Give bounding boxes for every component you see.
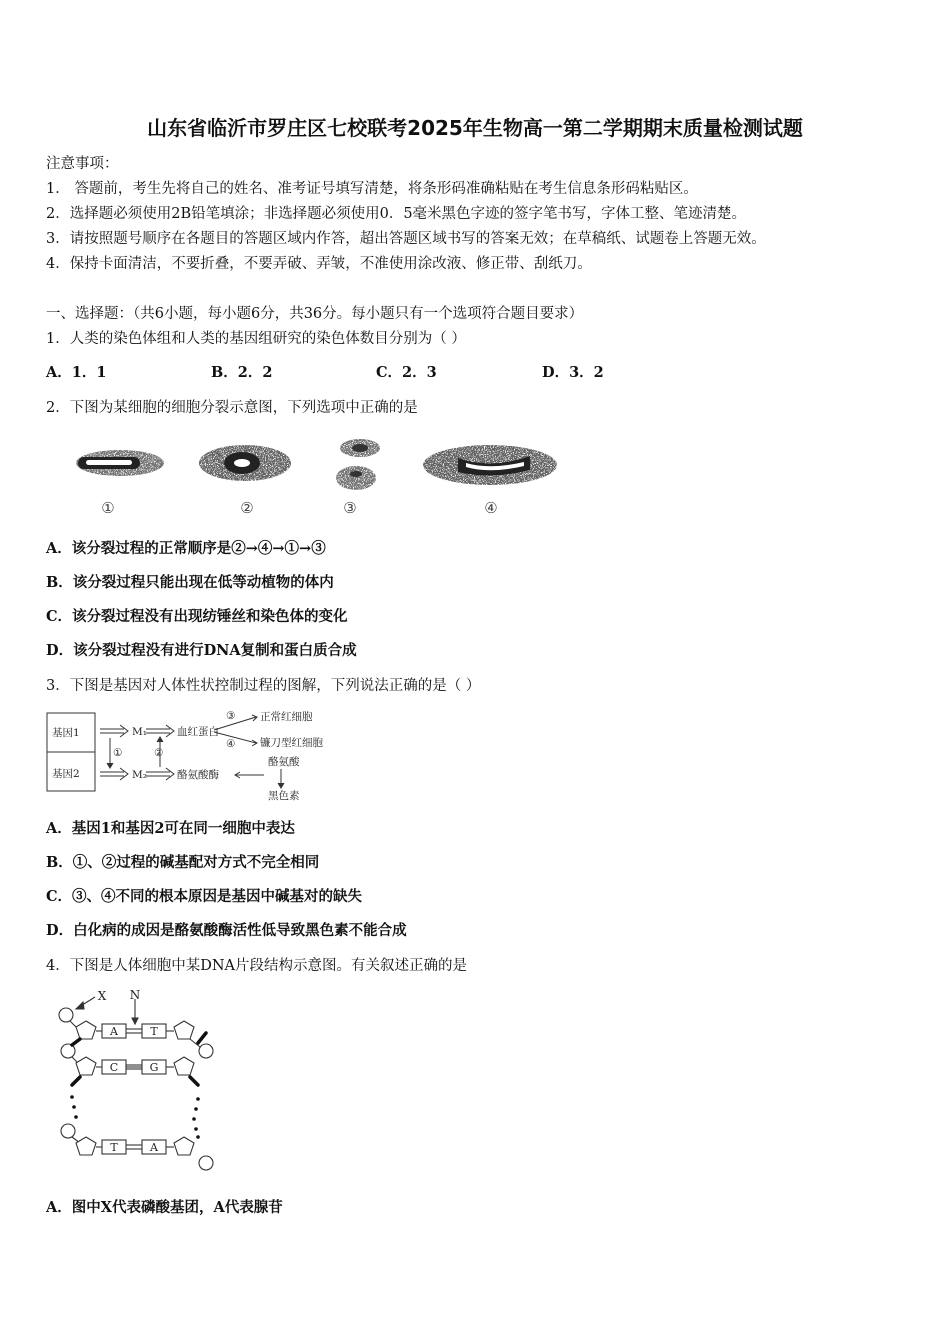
q1-option-d[interactable]: D．3．2 <box>542 364 604 381</box>
q3-option-d[interactable]: D．白化病的成因是酪氨酸酶活性低导致黑色素不能合成 <box>46 922 407 939</box>
notice-item-4: 4．保持卡面清洁，不要折叠，不要弄破、弄皱，不准使用涂改液、修正带、刮纸刀。 <box>46 256 592 272</box>
notice-heading: 注意事项： <box>46 156 119 172</box>
dna-base-left-2: C <box>109 1061 119 1074</box>
diagram-hemoglobin: 血红蛋白 <box>177 726 219 738</box>
q1-option-a[interactable]: A．1．1 <box>46 364 107 381</box>
cell-2-image <box>199 445 291 481</box>
diagram-gene2: 基因2 <box>52 768 80 780</box>
diagram-m1: M₁ <box>132 726 147 738</box>
q4-stem: 4．下图是人体细胞中某DNA片段结构示意图。有关叙述正确的是 <box>46 958 468 974</box>
q3-option-b[interactable]: B．①、②过程的碱基配对方式不完全相同 <box>46 854 320 871</box>
dna-base-left-3: T <box>110 1141 118 1154</box>
q1-option-b[interactable]: B．2．2 <box>211 364 273 381</box>
q3-option-c[interactable]: C．③、④不同的根本原因是基因中碱基对的缺失 <box>46 888 363 905</box>
diagram-process-4: ④ <box>226 738 236 750</box>
section-heading: 一、选择题：（共6小题，每小题6分，共36分。每小题只有一个选项符合题目要求） <box>46 306 584 322</box>
dna-base-right-1: T <box>150 1025 158 1038</box>
q2-option-d[interactable]: D．该分裂过程没有进行DNA复制和蛋白质合成 <box>46 642 357 659</box>
dna-base-right-2: G <box>149 1061 159 1074</box>
cell-3-image <box>336 439 380 490</box>
q2-option-a[interactable]: A．该分裂过程的正常顺序是②→④→①→③ <box>46 540 326 557</box>
cell-division-figure <box>60 430 570 522</box>
notice-item-3: 3．请按照题号顺序在各题目的答题区域内作答，超出答题区域书写的答案无效；在草稿纸、试题卷上答题无效。 <box>46 231 766 247</box>
q1-stem: 1．人类的染色体组和人类的基因组研究的染色体数目分别为（ ） <box>46 331 466 347</box>
q3-stem: 3．下图是基因对人体性状控制过程的图解，下列说法正确的是（ ） <box>46 678 481 694</box>
q2-stem: 2．下图为某细胞的细胞分裂示意图，下列选项中正确的是 <box>46 400 418 416</box>
q4-option-a[interactable]: A．图中X代表磷酸基团，A代表腺苷 <box>46 1199 283 1216</box>
notice-item-2: 2．选择题必须使用2B铅笔填涂；非选择题必须使用0．5毫米黑色字迹的签字笔书写，字体工整、笔迹清楚。 <box>46 206 747 222</box>
q3-option-a[interactable]: A．基因1和基因2可在同一细胞中表达 <box>46 820 295 837</box>
diagram-tyrosine: 酪氨酸 <box>268 756 300 768</box>
dna-base-left-1: A <box>110 1025 118 1038</box>
diagram-m2: M₂ <box>132 769 147 781</box>
diagram-tyrosinase: 酪氨酸酶 <box>177 769 219 781</box>
q1-options <box>46 361 846 381</box>
dna-label-n: N <box>129 988 141 1002</box>
gene-control-diagram <box>46 705 346 805</box>
q2-option-c[interactable]: C．该分裂过程没有出现纺锤丝和染色体的变化 <box>46 608 348 625</box>
cell-label-2: ② <box>240 499 254 517</box>
notice-item-1: 1． 答题前，考生先将自己的姓名、准考证号填写清楚，将条形码准确粘贴在考生信息条形码粘贴区。 <box>46 181 698 197</box>
diagram-melanin: 黑色素 <box>268 790 300 802</box>
cell-label-1: ① <box>101 499 115 517</box>
diagram-sickle-rbc: 镰刀型红细胞 <box>260 737 323 749</box>
diagram-process-2: ② <box>154 747 164 759</box>
dna-label-x: X <box>97 989 107 1003</box>
cell-label-4: ④ <box>484 499 498 517</box>
diagram-process-1: ① <box>113 747 123 759</box>
diagram-normal-rbc: 正常红细胞 <box>260 711 313 723</box>
dna-base-right-3: A <box>150 1141 158 1154</box>
q1-option-c[interactable]: C．2．3 <box>376 364 437 381</box>
cell-1-image <box>76 450 164 476</box>
q2-option-b[interactable]: B．该分裂过程只能出现在低等动植物的体内 <box>46 574 334 591</box>
diagram-process-3: ③ <box>226 710 236 722</box>
page-title: 山东省临沂市罗庄区七校联考2025年生物高一第二学期期末质量检测试题 <box>147 116 803 140</box>
cell-4-image <box>423 445 557 485</box>
cell-label-3: ③ <box>343 499 357 517</box>
dna-structure-diagram <box>50 985 230 1175</box>
diagram-gene1: 基因1 <box>52 727 80 739</box>
